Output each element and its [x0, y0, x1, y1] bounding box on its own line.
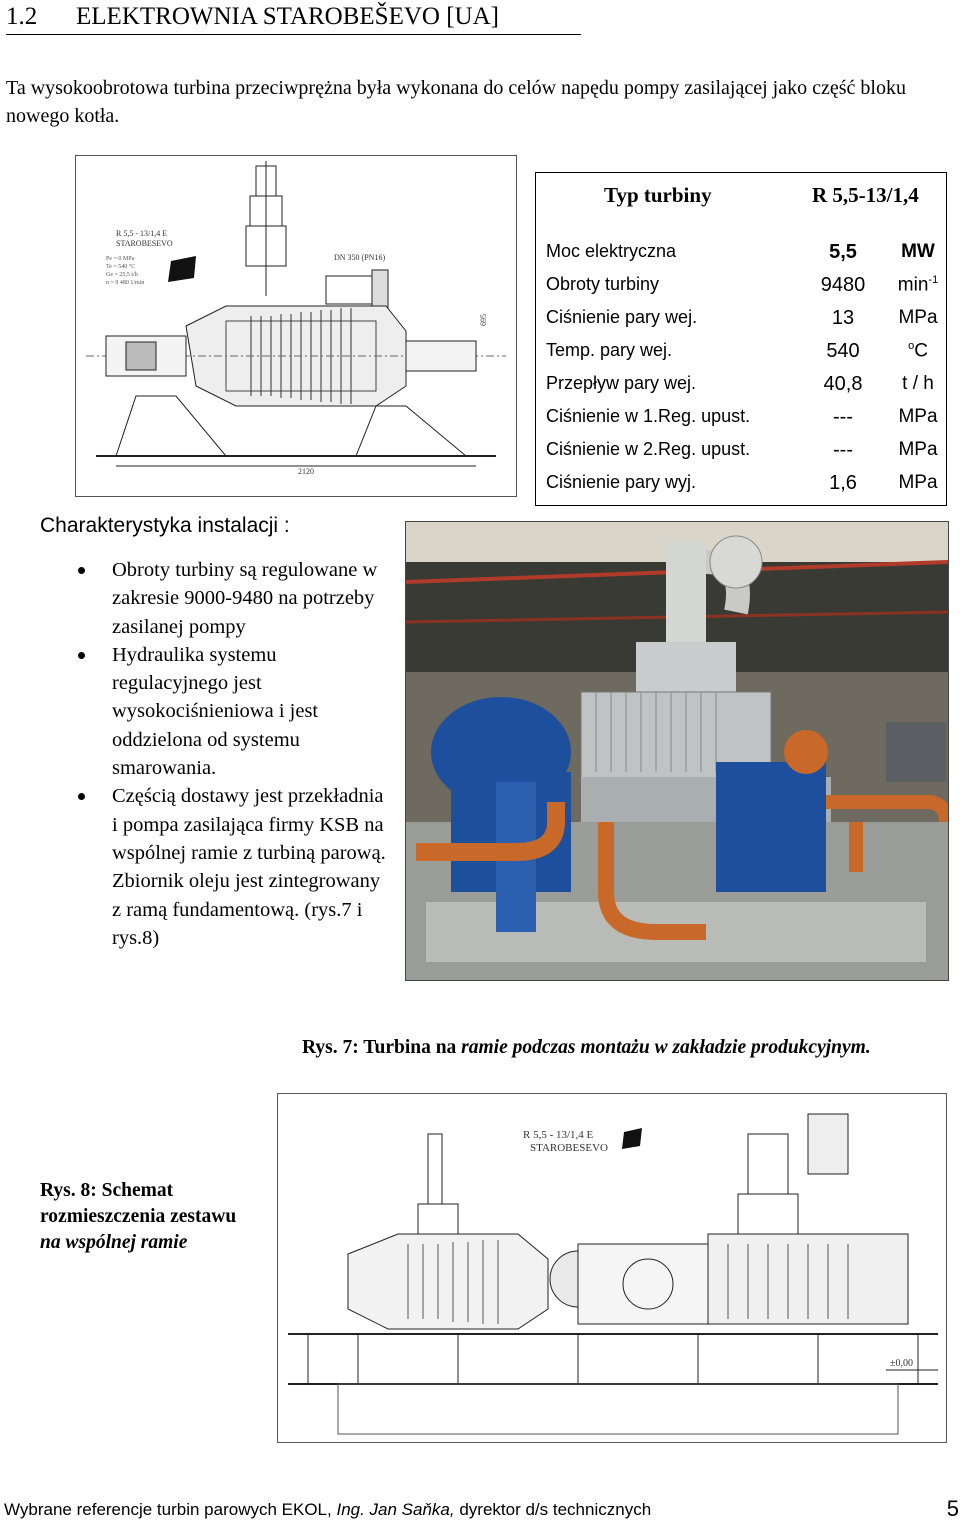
spec-label: Temp. pary wej.: [546, 340, 673, 360]
spec-row: [546, 303, 938, 335]
spec-header-model: R 5,5-13/1,4: [812, 183, 919, 207]
spec-label: Ciśnienie w 1.Reg. upust.: [546, 406, 751, 426]
list-item-text: Obroty turbiny są regulowane w zakresie 9000-9480 na potrzeby zasilanej pompy: [112, 559, 378, 638]
spec-row: [546, 369, 938, 401]
spec-value: 40,8: [823, 373, 863, 395]
spec-label: Przepływ pary wej.: [546, 373, 697, 393]
section-heading: [6, 2, 581, 35]
list-item-text: Hydraulika systemu regulacyjnego jest wysokociśnieniowa i jest oddzielona od systemu smarowania.: [112, 643, 319, 780]
width-dimension: 2120: [298, 467, 314, 476]
intro-paragraph: Ta wysokoobrotowa turbina przeciwprężna była wykonana do celów napędu pompy zasilającej jako część bloku nowego kotła.: [6, 77, 906, 127]
footer-author: Ing. Jan Saňka,: [336, 1500, 455, 1519]
drawing-label-line-2: STAROBESEVO: [116, 239, 173, 248]
spec-value: 13: [831, 307, 855, 329]
spec-label: Ciśnienie pary wyj.: [546, 472, 697, 492]
spec-label: Ciśnienie w 2.Reg. upust.: [546, 439, 751, 459]
figure7-caption-italic: ramie podczas montażu w zakładzie produkcyjnym.: [461, 1037, 871, 1058]
spec-label: Ciśnienie pary wej.: [546, 307, 698, 327]
list-item: [70, 782, 390, 952]
bullet-icon: [78, 793, 85, 800]
list-item: [70, 641, 390, 782]
characteristics-list: [70, 556, 390, 952]
figure7-caption: [302, 1037, 871, 1059]
section-number: 1.2: [6, 3, 38, 30]
figure8-caption-italic: na wspólnej ramie: [40, 1232, 188, 1253]
frame-layout-drawing: [277, 1093, 947, 1443]
footer-text: Wybrane referencje turbin parowych EKOL,: [4, 1500, 332, 1519]
svg-text:Te = 540 °C: Te = 540 °C: [106, 264, 136, 270]
section-title: ELEKTROWNIA STAROBEŠEVO [UA]: [76, 3, 499, 30]
figure8-caption-bold: Rys. 8: Schemat rozmieszczenia zestawu: [40, 1180, 237, 1227]
drawing-label-line-1: R 5,5 - 13/1,4 E: [523, 1129, 594, 1141]
page-number: 5: [946, 1496, 959, 1521]
turbine-assembly-photo: [405, 521, 949, 981]
spec-row: [546, 435, 938, 467]
height-dimension: 695: [479, 314, 488, 326]
spec-label: Obroty turbiny: [546, 274, 660, 294]
turbine-section-drawing: [75, 155, 517, 497]
footer-role: dyrektor d/s technicznych: [459, 1500, 652, 1519]
spec-unit: t / h: [902, 373, 934, 394]
list-item-text: Częścią dostawy jest przekładnia i pompa zasilająca firmy KSB na wspólnej ramie z turbiną parową. Zbiornik oleju jest zintegrowany z ramą fundamentową. (rys.7 i rys.8): [112, 785, 386, 949]
spec-value: 9480: [820, 274, 866, 296]
spec-row: [546, 237, 938, 269]
spec-value: 1,6: [829, 472, 857, 494]
level-dimension: ±0,00: [890, 1358, 913, 1369]
svg-text:Ge = 25,5 t/h: Ge = 25,5 t/h: [106, 272, 138, 278]
bullet-icon: [78, 567, 85, 574]
svg-text:Pe = 0 MPa: Pe = 0 MPa: [106, 256, 135, 262]
spec-row: [546, 336, 938, 368]
list-item: [70, 556, 390, 641]
figure8-caption: [40, 1178, 270, 1256]
spec-value: 540: [826, 340, 860, 362]
spec-row: [546, 468, 938, 500]
spec-unit: $\min^{-1}$: [897, 274, 939, 296]
turbine-spec-table: [535, 172, 947, 506]
spec-unit: MPa: [898, 307, 938, 328]
page-footer: [4, 1496, 959, 1521]
figure7-caption-bold: Rys. 7: Turbina na: [302, 1037, 457, 1058]
characteristics-heading: Charakterystyka instalacji :: [40, 514, 290, 537]
spec-label: Moc elektryczna: [546, 241, 677, 261]
spec-value: ---: [833, 439, 853, 461]
drawing-label-line-2: STAROBESEVO: [530, 1142, 608, 1154]
spec-value: 5,5: [829, 241, 857, 263]
spec-value: ---: [833, 406, 853, 428]
spec-row: [546, 402, 938, 434]
spec-header-type: Typ turbiny: [604, 183, 712, 207]
spec-unit: MW: [901, 241, 935, 262]
drawing-label-line-1: R 5,5 - 13/1,4 E: [116, 229, 168, 238]
ekol-logo-icon: [622, 1128, 642, 1149]
ekol-logo-icon: [168, 256, 196, 282]
spec-unit: $^o$C: [908, 340, 928, 362]
bullet-icon: [78, 652, 85, 659]
spec-unit: MPa: [898, 472, 938, 493]
spec-row: [546, 270, 938, 302]
svg-text:n = 9 480 1/min: n = 9 480 1/min: [106, 280, 145, 286]
spec-unit: MPa: [898, 406, 938, 427]
spec-unit: MPa: [898, 439, 938, 460]
flange-dimension: DN 350 (PN16): [334, 253, 386, 262]
